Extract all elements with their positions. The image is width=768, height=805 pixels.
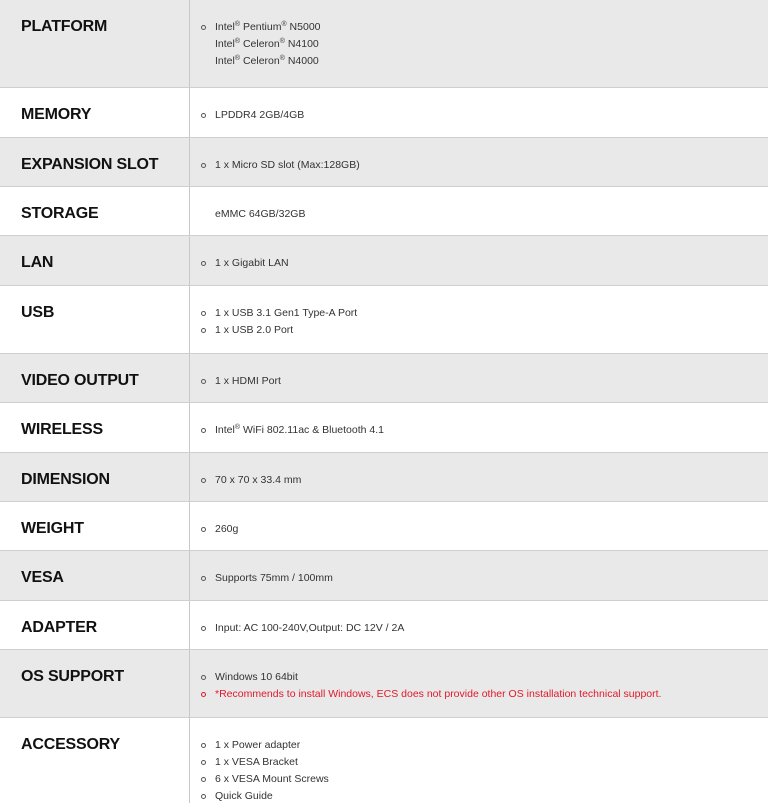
spec-values: [190, 403, 768, 452]
spec-value-item: [190, 19, 768, 36]
spec-label: WIRELESS: [0, 403, 190, 452]
spec-row-memory: [0, 88, 768, 138]
spec-value-text: Supports 75mm / 100mm: [215, 572, 333, 584]
spec-row-storage: [0, 187, 768, 236]
circle-bullet-icon: [201, 311, 206, 316]
spec-row-expansion-slot: [0, 138, 768, 187]
spec-row-dimension: [0, 453, 768, 502]
spec-value-text: Intel® Celeron® N4100: [215, 38, 319, 50]
spec-values: [190, 286, 768, 353]
circle-bullet-icon: [201, 626, 206, 631]
spec-value-item: [190, 771, 768, 788]
spec-value-text: Windows 10 64bit: [215, 671, 298, 683]
spec-values: [190, 453, 768, 501]
spec-value-text: LPDDR4 2GB/4GB: [215, 109, 305, 121]
spec-value-text: 70 x 70 x 33.4 mm: [215, 474, 302, 486]
spec-value-text: Input: AC 100-240V,Output: DC 12V / 2A: [215, 622, 405, 634]
circle-bullet-icon: [201, 261, 206, 266]
spec-label: EXPANSION SLOT: [0, 138, 190, 186]
spec-value-item: [190, 107, 768, 124]
circle-bullet-icon: [201, 527, 206, 532]
spec-value-item: [190, 754, 768, 771]
spec-values: [190, 502, 768, 550]
circle-bullet-icon: [201, 692, 206, 697]
spec-values: [190, 0, 768, 87]
spec-label: ADAPTER: [0, 601, 190, 649]
spec-value-item: [190, 36, 768, 53]
spec-label: USB: [0, 286, 190, 353]
circle-bullet-icon: [201, 760, 206, 765]
spec-value-item: [190, 620, 768, 637]
spec-value-text: Intel® Celeron® N4000: [215, 55, 319, 67]
spec-label: VIDEO OUTPUT: [0, 354, 190, 402]
spec-value-item: [190, 53, 768, 70]
spec-value-item: [190, 737, 768, 754]
spec-values: [190, 650, 768, 717]
spec-values: [190, 354, 768, 402]
spec-row-platform: [0, 0, 768, 88]
spec-value-item: [190, 206, 768, 223]
spec-label: LAN: [0, 236, 190, 285]
spec-value-text: 1 x USB 2.0 Port: [215, 324, 294, 336]
spec-value-item: [190, 157, 768, 174]
spec-value-item: [190, 521, 768, 538]
circle-bullet-icon: [201, 25, 206, 30]
spec-value-text: *Recommends to install Windows, ECS does not provide other OS installation technical support.: [215, 688, 662, 700]
spec-value-text: 1 x USB 3.1 Gen1 Type-A Port: [215, 307, 358, 319]
circle-bullet-icon: [201, 113, 206, 118]
spec-row-weight: [0, 502, 768, 551]
spec-row-wireless: [0, 403, 768, 453]
circle-bullet-icon: [201, 379, 206, 384]
spec-values: [190, 88, 768, 137]
spec-value-text: 1 x VESA Bracket: [215, 756, 298, 768]
circle-bullet-icon: [201, 163, 206, 168]
spec-row-video-output: [0, 354, 768, 403]
spec-label: OS SUPPORT: [0, 650, 190, 717]
spec-label: ACCESSORY: [0, 718, 190, 803]
spec-value-item: [190, 373, 768, 390]
spec-label: DIMENSION: [0, 453, 190, 501]
circle-bullet-icon: [201, 794, 206, 799]
spec-value-text: 1 x Power adapter: [215, 739, 301, 751]
spec-row-os-support: [0, 650, 768, 718]
spec-value-item: [190, 305, 768, 322]
spec-value-text: Quick Guide: [215, 790, 273, 802]
circle-bullet-icon: [201, 777, 206, 782]
spec-values: [190, 138, 768, 186]
circle-bullet-icon: [201, 743, 206, 748]
spec-row-vesa: [0, 551, 768, 601]
circle-bullet-icon: [201, 328, 206, 333]
spec-label: MEMORY: [0, 88, 190, 137]
spec-value-text: Intel® WiFi 802.11ac & Bluetooth 4.1: [215, 424, 385, 436]
spec-value-item: [190, 422, 768, 439]
spec-value-text: eMMC 64GB/32GB: [215, 208, 306, 220]
spec-value-text: 260g: [215, 523, 239, 535]
spec-row-lan: [0, 236, 768, 286]
spec-values: [190, 601, 768, 649]
spec-label: STORAGE: [0, 187, 190, 235]
spec-row-accessory: [0, 718, 768, 803]
spec-value-text: Intel® Pentium® N5000: [215, 21, 321, 33]
spec-row-usb: [0, 286, 768, 354]
spec-value-item: [190, 669, 768, 686]
circle-bullet-icon: [201, 576, 206, 581]
spec-value-text: 1 x Gigabit LAN: [215, 257, 289, 269]
spec-value-text: 1 x Micro SD slot (Max:128GB): [215, 159, 360, 171]
spec-values: [190, 236, 768, 285]
circle-bullet-icon: [201, 428, 206, 433]
spec-value-text: 6 x VESA Mount Screws: [215, 773, 329, 785]
spec-row-adapter: [0, 601, 768, 650]
spec-values: [190, 187, 768, 235]
spec-label: WEIGHT: [0, 502, 190, 550]
circle-bullet-icon: [201, 478, 206, 483]
spec-values: [190, 718, 768, 803]
spec-value-text: 1 x HDMI Port: [215, 375, 281, 387]
spec-value-item: [190, 472, 768, 489]
spec-label: VESA: [0, 551, 190, 600]
os-support-warning: [190, 686, 768, 703]
spec-values: [190, 551, 768, 600]
spec-value-item: [190, 322, 768, 339]
spec-label: PLATFORM: [0, 0, 190, 87]
spec-value-item: [190, 788, 768, 805]
spec-value-item: [190, 570, 768, 587]
circle-bullet-icon: [201, 675, 206, 680]
spec-value-item: [190, 255, 768, 272]
